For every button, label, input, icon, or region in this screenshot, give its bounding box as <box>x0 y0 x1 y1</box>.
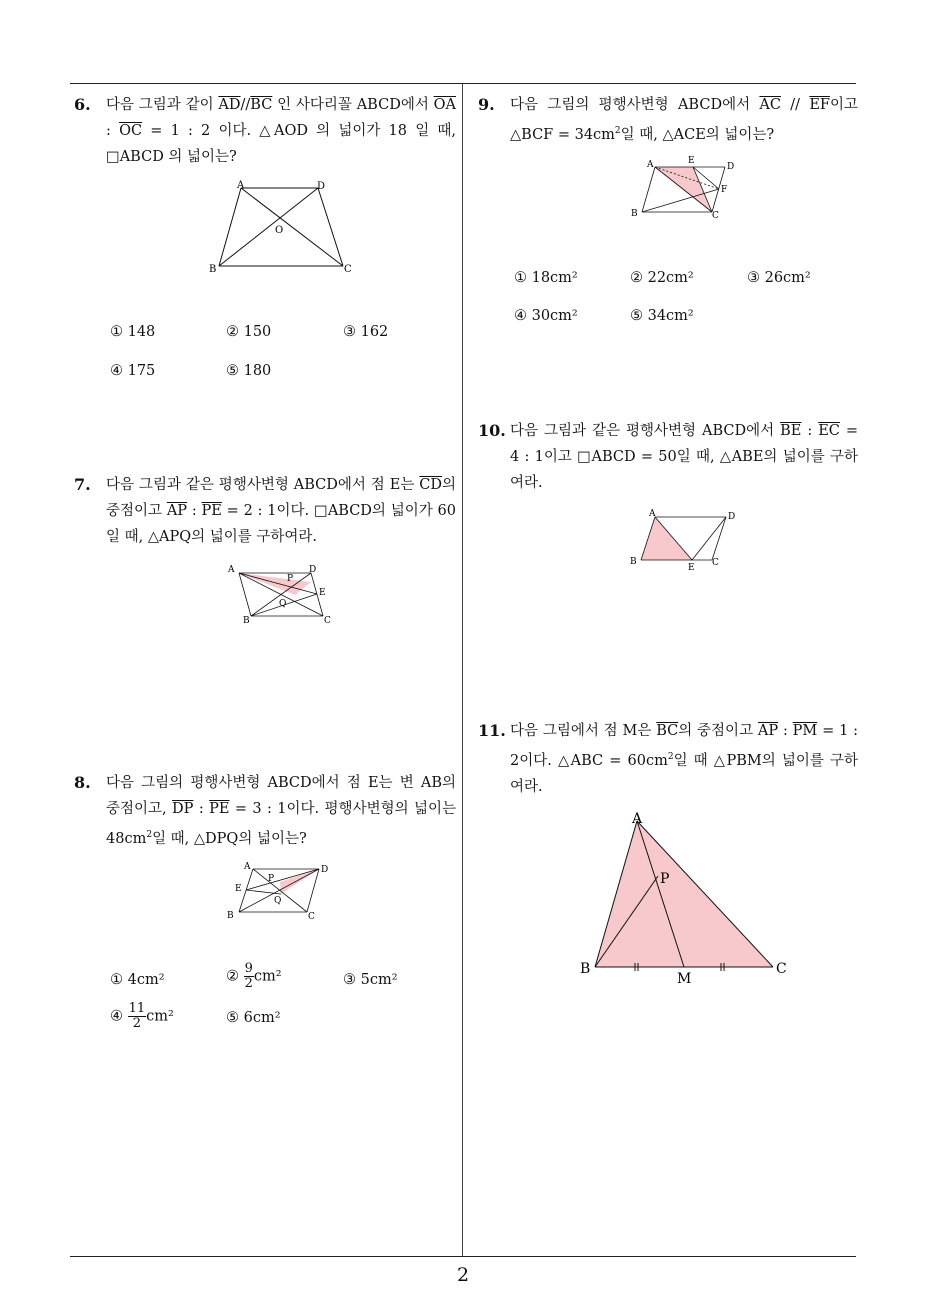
page-number: 2 <box>456 1264 470 1286</box>
problem-text: 다음 그림의 평행사변형 ABCD에서 $\overline{AC} // \overline{EF}$이고 △BCF = $34cm^2$일 때, △ACE의 넓이는? <box>510 97 858 143</box>
problem-number: 10. <box>478 421 506 440</box>
problem-text: 다음 그림과 같은 평행사변형 ABCD에서 $\overline{BE}$ : $\overline{EC} = 4$ : 1이고 □ABCD = 50일 때, △ABE의 넓이를 구하여라. <box>510 423 858 491</box>
label-p: P <box>287 574 294 584</box>
choice-4[interactable] <box>110 1002 174 1031</box>
label-c: C <box>776 961 787 977</box>
problem-number: 11. <box>478 721 506 740</box>
denominator: 2 <box>132 1016 142 1031</box>
parallelogram-figure-9 <box>625 155 750 220</box>
problem-8 <box>74 770 458 860</box>
label-b: B <box>209 264 217 275</box>
choice-5[interactable]: ⑤ 180 <box>226 363 272 379</box>
label-a: A <box>237 180 245 191</box>
label-d: D <box>309 565 317 575</box>
problem-10 <box>478 418 860 508</box>
choice-2[interactable]: ② 22cm² <box>630 270 694 286</box>
choice-1[interactable]: ① 18cm² <box>514 270 578 286</box>
label-e: E <box>319 588 326 598</box>
label-m: M <box>677 971 692 987</box>
numerator: 9 <box>244 961 253 976</box>
label-q: Q <box>279 599 287 609</box>
problem-text: 다음 그림과 같이 $\overline{AD}//\overline{BC}$ 인 사다리꼴 ABCD에서 $\overline{OA}$ : $\overline{OC} = 1$ : 2 이다. △AOD 의 넓이가 18 일 때, □ABCD 의 넓이는? <box>106 97 457 165</box>
label-d: D <box>321 865 329 875</box>
column-divider <box>462 84 463 1256</box>
parallelogram-figure-10 <box>625 505 745 570</box>
numerator: 11 <box>128 1001 146 1016</box>
trapezoid-figure <box>205 178 355 278</box>
problem-number: 8. <box>74 773 91 792</box>
choice-4[interactable]: ④ 175 <box>110 363 156 379</box>
label-e: E <box>688 156 695 166</box>
label-b: B <box>243 616 250 624</box>
choice-5[interactable]: ⑤ 6cm² <box>226 1010 281 1026</box>
choice-3[interactable]: ③ 26cm² <box>747 270 811 286</box>
choice-1[interactable]: ① 4cm² <box>110 972 165 988</box>
label-e: E <box>235 884 242 894</box>
choice-mark: ② <box>226 968 239 985</box>
bottom-rule <box>70 1256 856 1257</box>
label-c: C <box>324 616 331 624</box>
choice-mark: ④ <box>110 1008 123 1025</box>
label-a: A <box>649 509 656 519</box>
problem-number: 6. <box>74 95 91 114</box>
label-p: P <box>268 874 275 884</box>
problem-7 <box>74 472 458 562</box>
parallelogram-figure-8 <box>225 858 340 920</box>
choice-4[interactable]: ④ 30cm² <box>514 308 578 324</box>
problem-11 <box>478 718 860 808</box>
label-d: D <box>727 162 735 172</box>
choice-2[interactable] <box>226 962 282 991</box>
label-a: A <box>632 811 643 827</box>
label-f: F <box>721 185 728 195</box>
top-rule <box>70 83 856 84</box>
problem-text: 다음 그림과 같은 평행사변형 ABCD에서 점 E는 $\overline{CD}$의 중점이고 $\overline{AP}$ : $\overline{PE} = 2$ : 1이다. □ABCD의 넓이가 60일 때, △APQ의 넓이를 구하여라. <box>106 477 456 545</box>
problem-9 <box>478 92 860 152</box>
label-b: B <box>580 961 591 977</box>
label-c: C <box>712 211 719 220</box>
fraction <box>244 962 254 991</box>
unit: cm² <box>253 968 282 985</box>
label-o: O <box>275 225 284 236</box>
label-p: P <box>660 871 670 887</box>
label-a: A <box>228 565 235 575</box>
label-c: C <box>344 264 352 275</box>
parallelogram-figure-7 <box>225 562 340 624</box>
label-c: C <box>712 558 719 568</box>
label-a: A <box>244 862 251 872</box>
label-d: D <box>317 181 326 192</box>
choice-3[interactable]: ③ 162 <box>343 324 389 340</box>
label-q: Q <box>274 896 282 906</box>
choice-2[interactable]: ② 150 <box>226 324 272 340</box>
label-a: A <box>647 160 654 170</box>
label-e: E <box>688 563 695 570</box>
choice-5[interactable]: ⑤ 34cm² <box>630 308 694 324</box>
label-b: B <box>630 557 637 567</box>
choice-1[interactable]: ① 148 <box>110 324 156 340</box>
label-b: B <box>631 209 638 219</box>
unit: cm² <box>146 1008 174 1025</box>
problem-text: 다음 그림에서 점 M은 $\overline{BC}$의 중점이고 $\overline{AP}$ : $\overline{PM} = 1$ : 2이다. △ABC = $60cm^2$일 때 △PBM의 넓이를 구하여라. <box>510 723 858 795</box>
fraction <box>128 1002 147 1031</box>
label-b: B <box>227 911 234 920</box>
label-c: C <box>308 912 315 920</box>
label-d: D <box>728 512 736 522</box>
choice-3[interactable]: ③ 5cm² <box>343 972 398 988</box>
problem-number: 9. <box>478 95 495 114</box>
triangle-figure-11 <box>570 805 795 990</box>
problem-number: 7. <box>74 475 91 494</box>
denominator: 2 <box>244 976 253 991</box>
problem-text: 다음 그림의 평행사변형 ABCD에서 점 E는 변 AB의 중점이고, $\overline{DP}$ : $\overline{PE} = 3$ : 1이다. 평행사변형의 넓이는 $48cm^2$일 때, △DPQ의 넓이는? <box>106 775 457 847</box>
